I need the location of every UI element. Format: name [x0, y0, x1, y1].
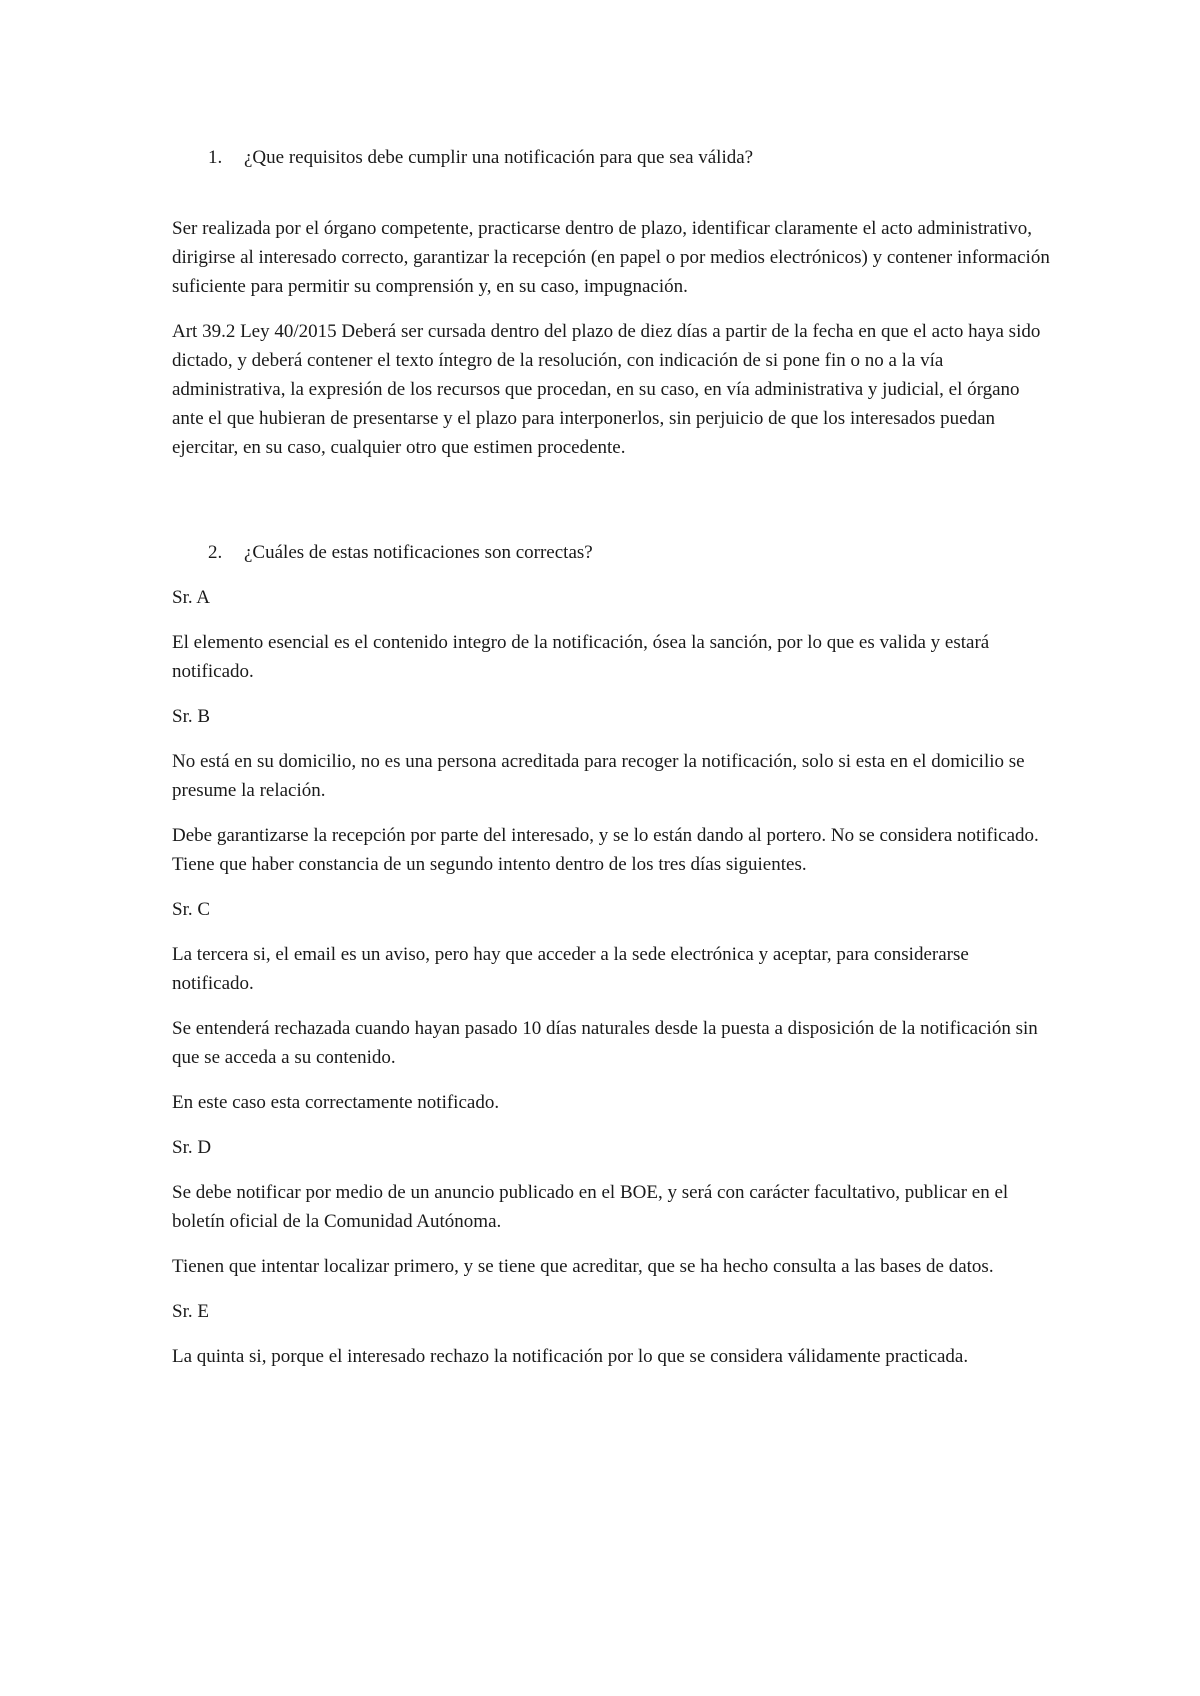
case-heading-c: Sr. C [172, 899, 211, 920]
answer-2-paragraph: Se debe notificar por medio de un anuncio publicado en el BOE, y será con carácter facultativo, publicar en el boletín oficial de la Comunidad Autónoma. [172, 1182, 1009, 1232]
case-heading-e: Sr. E [172, 1301, 209, 1322]
question-2-text: ¿Cuáles de estas notificaciones son correctas? [244, 542, 593, 563]
answer-2-paragraph: Se entenderá rechazada cuando hayan pasado 10 días naturales desde la puesta a disposición de la notificación sin que se acceda a su contenido. [172, 1018, 1038, 1068]
answer-2-paragraph: En este caso esta correctamente notificado. [172, 1092, 500, 1113]
question-1 [208, 143, 1052, 172]
answer-2-paragraph: El elemento esencial es el contenido integro de la notificación, ósea la sanción, por lo que es valida y estará notificado. [172, 632, 990, 682]
answer-1-paragraph: Art 39.2 Ley 40/2015 Deberá ser cursada dentro del plazo de diez días a partir de la fecha en que el acto haya sido dictado, y deberá contener el texto íntegro de la resolución, con indicación de si pone fin o no a la vía administrativa, la expresión de los recursos que procedan, en su caso, en vía administrativa y judicial, el órgano ante el que hubieran de presentarse y el plazo para interponerlos, sin perjuicio de que los interesados puedan ejercitar, en su caso, cualquier otro que estimen procedente. [172, 321, 1041, 458]
question-2-number: 2. [208, 542, 223, 563]
spacer [172, 478, 1052, 538]
spacer [172, 172, 1052, 214]
spacer [172, 567, 1052, 583]
answer-2-paragraph: Tienen que intentar localizar primero, y se tiene que acreditar, que se ha hecho consulta a las bases de datos. [172, 1256, 994, 1277]
question-1-text: ¿Que requisitos debe cumplir una notificación para que sea válida? [244, 147, 754, 168]
answer-2-paragraph: Debe garantizarse la recepción por parte del interesado, y se lo están dando al portero. No se considera notificado. Tiene que haber constancia de un segundo intento dentro de los tres días siguientes. [172, 825, 1039, 875]
case-heading-b: Sr. B [172, 706, 211, 727]
case-heading-a: Sr. A [172, 587, 211, 608]
document-body [172, 143, 1052, 1387]
case-heading-d: Sr. D [172, 1137, 212, 1158]
answer-2-paragraph: No está en su domicilio, no es una persona acreditada para recoger la notificación, solo si esta en el domicilio se presume la relación. [172, 751, 1025, 801]
answer-2-paragraph: La quinta si, porque el interesado rechazo la notificación por lo que se considera válidamente practicada. [172, 1346, 969, 1367]
question-2 [208, 538, 1052, 567]
answer-1-paragraph: Ser realizada por el órgano competente, practicarse dentro de plazo, identificar claramente el acto administrativo, dirigirse al interesado correcto, garantizar la recepción (en papel o por medios electrónicos) y contener información suficiente para permitir su comprensión y, en su caso, impugnación. [172, 218, 1050, 297]
question-1-number: 1. [208, 147, 223, 168]
answer-2-paragraph: La tercera si, el email es un aviso, pero hay que acceder a la sede electrónica y aceptar, para considerarse notificado. [172, 944, 969, 994]
